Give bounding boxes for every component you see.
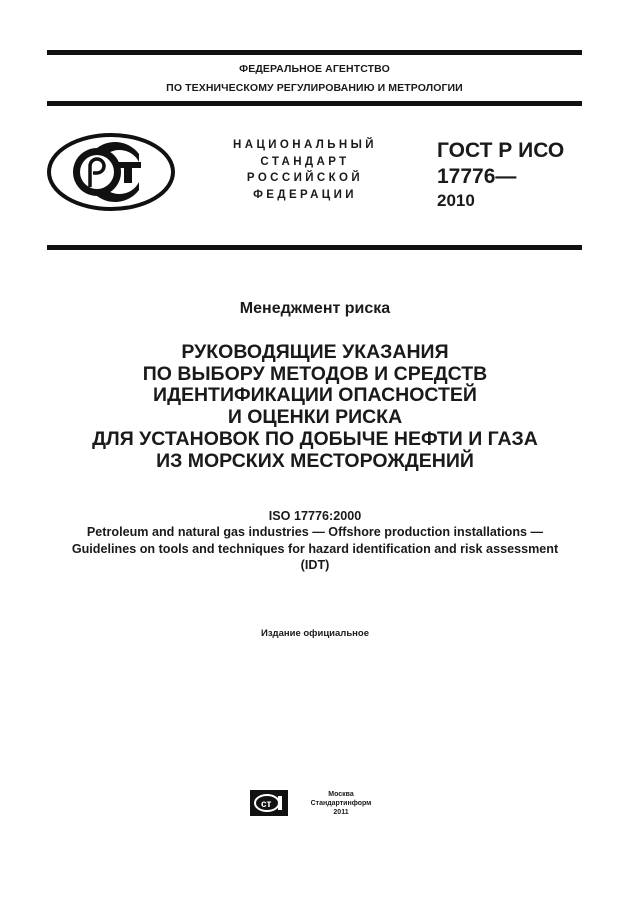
agency-line-2: ПО ТЕХНИЧЕСКОМУ РЕГУЛИРОВАНИЮ И МЕТРОЛОГИИ xyxy=(166,82,463,94)
iso-equivalence: (IDT) xyxy=(300,558,330,573)
title-line: ИДЕНТИФИКАЦИИ ОПАСНОСТЕЙ xyxy=(153,384,477,407)
subject-heading: Менеджмент риска xyxy=(239,300,391,317)
title-line: ПО ВЫБОРУ МЕТОДОВ И СРЕДСТВ xyxy=(142,362,488,385)
national-line: РОССИЙСКОЙ xyxy=(246,172,364,185)
document-title xyxy=(0,342,630,472)
designation-line-1: ГОСТ Р ИСО xyxy=(437,139,565,162)
national-line: ФЕДЕРАЦИИ xyxy=(253,188,357,201)
edition-label: Издание официальное xyxy=(261,628,369,639)
svg-text:ст: ст xyxy=(261,799,272,810)
section-rule xyxy=(47,245,582,250)
iso-reference xyxy=(0,508,630,574)
national-line: СТАНДАРТ xyxy=(260,155,350,168)
designation-year: 2010 xyxy=(437,191,475,210)
iso-number: ISO 17776:2000 xyxy=(268,509,362,523)
standard-designation xyxy=(437,138,564,212)
agency-line-1: ФЕДЕРАЛЬНОЕ АГЕНТСТВО xyxy=(239,63,390,75)
title-line: ИЗ МОРСКИХ МЕСТОРОЖДЕНИЙ xyxy=(156,449,474,472)
standartinform-logo-icon xyxy=(250,788,288,816)
header-rule xyxy=(47,101,582,106)
title-line: РУКОВОДЯЩИЕ УКАЗАНИЯ xyxy=(181,341,449,363)
publisher-info xyxy=(296,790,386,817)
publisher-city: Москва xyxy=(328,791,354,798)
national-line: НАЦИОНАЛЬНЫЙ xyxy=(233,139,377,151)
publisher-year: 2011 xyxy=(333,809,349,816)
title-line: ДЛЯ УСТАНОВОК ПО ДОБЫЧЕ НЕФТИ И ГАЗА xyxy=(92,427,538,450)
publisher-name: Стандартинформ xyxy=(310,800,372,807)
top-rule xyxy=(47,50,582,55)
gost-r-certification-logo-icon xyxy=(46,132,176,212)
title-line: И ОЦЕНКИ РИСКА xyxy=(227,406,403,429)
national-standard-label xyxy=(212,137,398,203)
designation-line-2: 17776— xyxy=(437,165,517,188)
iso-title-line-1: Petroleum and natural gas industries — Offshore production installations — xyxy=(86,525,544,540)
iso-title-line-2: Guidelines on tools and techniques for hazard identification and risk assessment xyxy=(71,541,559,556)
